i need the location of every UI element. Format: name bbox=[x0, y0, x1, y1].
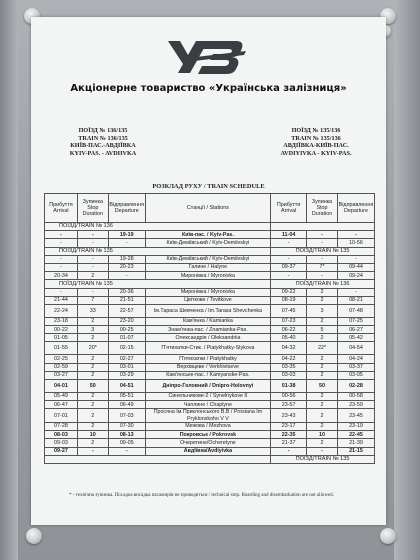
departure-cell: 08-21 bbox=[337, 296, 374, 304]
departure-cell: 09-05 bbox=[108, 439, 145, 447]
stop-cell: 2 bbox=[307, 317, 338, 325]
stop-cell: 2 bbox=[77, 317, 108, 325]
stop-cell: 2 bbox=[307, 355, 338, 363]
arrival-cell: 09-37 bbox=[271, 263, 307, 271]
departure-cell: - bbox=[337, 288, 374, 296]
table-row bbox=[45, 334, 375, 342]
arrival-cell: - bbox=[271, 255, 307, 263]
arrival-cell: 04-01 bbox=[45, 380, 78, 393]
departure-cell: 21-51 bbox=[108, 296, 145, 304]
stop-cell: - bbox=[77, 239, 108, 247]
departure-cell: - bbox=[337, 231, 374, 239]
stop-cell: 20* bbox=[77, 342, 108, 355]
arrival-cell: - bbox=[45, 231, 78, 239]
table-row bbox=[45, 255, 375, 263]
departure-cell: 23-20 bbox=[108, 317, 145, 325]
departure-cell: 05-42 bbox=[337, 334, 374, 342]
departure-cell: - bbox=[108, 239, 145, 247]
station-cell: Очеретине/Ocheretyne bbox=[145, 439, 270, 447]
departure-cell: 19-28 bbox=[108, 255, 145, 263]
departure-cell: 07-30 bbox=[108, 422, 145, 430]
departure-cell: 05-51 bbox=[108, 393, 145, 401]
departure-cell: 23-59 bbox=[337, 401, 374, 409]
stop-cell: - bbox=[77, 263, 108, 271]
departure-cell: 23-45 bbox=[337, 409, 374, 423]
stop-cell: 2 bbox=[307, 288, 338, 296]
stop-cell: - bbox=[307, 231, 338, 239]
table-row bbox=[45, 401, 375, 409]
arrival-cell: 23-57 bbox=[271, 401, 307, 409]
stop-cell: - bbox=[77, 255, 108, 263]
departure-cell: 00-58 bbox=[337, 393, 374, 401]
station-cell: Миронівка / Myronivka bbox=[145, 272, 270, 280]
station-cell: Київ-пас. / Kyiv-Pas. bbox=[145, 231, 270, 239]
departure-cell: 03-37 bbox=[337, 363, 374, 371]
stop-cell: 7* bbox=[307, 263, 338, 271]
col-arrival: Прибуття Arrival bbox=[271, 194, 307, 223]
arrival-cell: 22-24 bbox=[45, 304, 78, 317]
departure-cell: 04-51 bbox=[108, 380, 145, 393]
arrival-cell: - bbox=[271, 272, 307, 280]
arrival-cell: - bbox=[45, 288, 78, 296]
arrival-cell: 23-17 bbox=[271, 422, 307, 430]
station-cell: П'ятихатки / Piatykhatky bbox=[145, 355, 270, 363]
uz-logo bbox=[166, 39, 248, 77]
stop-cell: 2 bbox=[307, 422, 338, 430]
station-cell: Просяна Ім.Приклонського В.В / Prosiana Im Pryklonskoho V V bbox=[145, 409, 270, 423]
arrival-cell: 09-22 bbox=[271, 288, 307, 296]
departure-cell: 03-05 bbox=[337, 371, 374, 379]
table-row bbox=[45, 272, 375, 280]
departure-cell: 21-15 bbox=[337, 447, 374, 455]
stop-cell: 2 bbox=[307, 409, 338, 423]
station-cell: Кам'янське-пас. / Kamyanske-Pas. bbox=[145, 371, 270, 379]
section-row bbox=[45, 455, 375, 463]
magnet-bottom-right bbox=[380, 528, 396, 544]
arrival-cell: 22-35 bbox=[271, 431, 307, 439]
station-cell: Верхівцеве / Verkhivtseve bbox=[145, 363, 270, 371]
arrival-cell: 02-25 bbox=[45, 355, 78, 363]
table-row bbox=[45, 342, 375, 355]
stop-cell: 2 bbox=[77, 439, 108, 447]
station-cell: Цвіткове / Tsvitkove bbox=[145, 296, 270, 304]
route-left bbox=[43, 127, 163, 157]
col-stop: Зупинка Stop Duration bbox=[307, 194, 338, 223]
col-arrival: Прибуття Arrival bbox=[45, 194, 78, 223]
station-cell: Покровськ / Pokrovsk bbox=[145, 431, 270, 439]
departure-cell: 03-01 bbox=[108, 363, 145, 371]
arrival-cell: - bbox=[45, 239, 78, 247]
stop-cell: 2 bbox=[307, 363, 338, 371]
departure-cell: 03-29 bbox=[108, 371, 145, 379]
section-label-right: ПОЇЗД/TRAIN № 135 bbox=[271, 455, 375, 463]
stop-cell: 2 bbox=[307, 334, 338, 342]
arrival-cell: 07-45 bbox=[271, 304, 307, 317]
table-row bbox=[45, 409, 375, 423]
stop-cell: 7 bbox=[77, 296, 108, 304]
departure-cell: - bbox=[337, 255, 374, 263]
table-row bbox=[45, 363, 375, 371]
section-label-left: ПОЇЗД/TRAIN № 135 bbox=[45, 280, 271, 288]
table-row bbox=[45, 371, 375, 379]
section-label-right: ПОЇЗД/TRAIN № 135 bbox=[271, 247, 375, 255]
arrival-cell: 07-28 bbox=[45, 422, 78, 430]
col-departure: Відправлення Departure bbox=[108, 194, 145, 223]
departure-cell: 22-45 bbox=[337, 431, 374, 439]
arrival-cell: 09-27 bbox=[45, 447, 78, 455]
departure-cell: - bbox=[108, 447, 145, 455]
col-departure: Відправлення Departure bbox=[337, 194, 374, 223]
stop-cell: - bbox=[307, 272, 338, 280]
arrival-cell: 23-18 bbox=[45, 317, 78, 325]
schedule-sheet bbox=[31, 17, 386, 525]
stop-cell: 10 bbox=[77, 431, 108, 439]
departure-cell: 20-36 bbox=[108, 288, 145, 296]
stop-cell: 2 bbox=[77, 401, 108, 409]
departure-cell: 04-24 bbox=[337, 355, 374, 363]
arrival-cell: 03-35 bbox=[271, 363, 307, 371]
table-row bbox=[45, 317, 375, 325]
route-right bbox=[256, 127, 376, 157]
col-stop: Зупинка Stop Duration bbox=[77, 194, 108, 223]
departure-cell: 07-03 bbox=[108, 409, 145, 423]
stop-cell: 2 bbox=[77, 393, 108, 401]
station-cell: Олександрія / Oleksandriia bbox=[145, 334, 270, 342]
company-name: Акціонерне товариство «Українська залізниця» bbox=[70, 83, 347, 94]
route-left-line: TRAIN № 136/135 bbox=[78, 134, 128, 142]
stop-cell: 3 bbox=[77, 326, 108, 334]
arrival-cell: 02-59 bbox=[45, 363, 78, 371]
departure-cell: 07-25 bbox=[337, 317, 374, 325]
departure-cell: 04-54 bbox=[337, 342, 374, 355]
stop-cell: 2 bbox=[77, 409, 108, 423]
stop-cell: 2 bbox=[307, 439, 338, 447]
station-cell: Дніпро-Головний / Dnipro-Holovnyi bbox=[145, 380, 270, 393]
arrival-cell: - bbox=[271, 239, 307, 247]
table-row bbox=[45, 422, 375, 430]
table-row bbox=[45, 239, 375, 247]
table-row bbox=[45, 380, 375, 393]
station-cell: Чаплине / Chaplyne bbox=[145, 401, 270, 409]
stop-cell: 50 bbox=[307, 380, 338, 393]
departure-cell: 09-24 bbox=[337, 272, 374, 280]
arrival-cell: 03-03 bbox=[271, 371, 307, 379]
station-cell: Синельникове-2 / Synelnykove II bbox=[145, 393, 270, 401]
stop-cell: - bbox=[307, 447, 338, 455]
station-cell: Галине / Halyne bbox=[145, 263, 270, 271]
stop-cell: - bbox=[307, 255, 338, 263]
arrival-cell: 03-27 bbox=[45, 371, 78, 379]
stop-cell: 22* bbox=[307, 342, 338, 355]
station-cell: Знам'янка-пас. / Znamianka-Pas. bbox=[145, 326, 270, 334]
departure-cell: 21-39 bbox=[337, 439, 374, 447]
route-right-line: AVDIYIVKA - KYIV-PAS. bbox=[280, 149, 352, 157]
stop-cell: - bbox=[77, 447, 108, 455]
station-cell: Ім.Тараса Шевченка / Im.Tarasa Shevchenka bbox=[145, 304, 270, 317]
departure-cell: 01-07 bbox=[108, 334, 145, 342]
departure-cell: 22-57 bbox=[108, 304, 145, 317]
arrival-cell: - bbox=[45, 263, 78, 271]
arrival-cell: 05-40 bbox=[271, 334, 307, 342]
section-label-left: ПОЇЗД/TRAIN № 136 bbox=[45, 223, 271, 231]
departure-cell: 02-27 bbox=[108, 355, 145, 363]
stop-cell: 50 bbox=[77, 380, 108, 393]
arrival-cell: 08-19 bbox=[271, 296, 307, 304]
departure-cell: 06-49 bbox=[108, 401, 145, 409]
arrival-cell: 05-49 bbox=[45, 393, 78, 401]
schedule-title: РОЗКЛАД РУХУ / TRAIN SCHEDULE bbox=[152, 183, 265, 190]
arrival-cell: 21-44 bbox=[45, 296, 78, 304]
section-label-left bbox=[45, 455, 271, 463]
departure-cell: 02-28 bbox=[337, 380, 374, 393]
route-right-line: ПОЇЗД № 135/136 bbox=[291, 127, 341, 134]
departure-cell: - bbox=[108, 272, 145, 280]
departure-cell: 07-48 bbox=[337, 304, 374, 317]
stop-cell: 2 bbox=[307, 401, 338, 409]
arrival-cell: 09-03 bbox=[45, 439, 78, 447]
stop-cell: 5 bbox=[307, 326, 338, 334]
arrival-cell: 04-22 bbox=[271, 355, 307, 363]
schedule-body bbox=[45, 223, 375, 464]
stop-cell: - bbox=[77, 288, 108, 296]
table-row bbox=[45, 447, 375, 455]
stop-cell: 2 bbox=[307, 296, 338, 304]
table-row bbox=[45, 296, 375, 304]
table-row bbox=[45, 288, 375, 296]
section-row bbox=[45, 280, 375, 288]
route-left-line: KYIV-PAS. - AVDIIVKA bbox=[69, 149, 137, 157]
stop-cell: 2 bbox=[77, 422, 108, 430]
departure-cell: 23-19 bbox=[337, 422, 374, 430]
departure-cell: 06-27 bbox=[337, 326, 374, 334]
table-header-row bbox=[45, 194, 375, 223]
departure-cell: 10-56 bbox=[337, 239, 374, 247]
table-row bbox=[45, 326, 375, 334]
departure-cell: 00-25 bbox=[108, 326, 145, 334]
table-row bbox=[45, 263, 375, 271]
departure-cell: 08-13 bbox=[108, 431, 145, 439]
arrival-cell: 08-03 bbox=[45, 431, 78, 439]
arrival-cell: 01-05 bbox=[45, 334, 78, 342]
stop-cell: 2 bbox=[77, 334, 108, 342]
board-edge-right bbox=[394, 0, 420, 560]
stop-cell: 10 bbox=[307, 431, 338, 439]
arrival-cell: 11-04 bbox=[271, 231, 307, 239]
arrival-cell: 23-43 bbox=[271, 409, 307, 423]
table-row bbox=[45, 231, 375, 239]
station-cell: Київ-Деміївський / Kyiv-Demiivskyi bbox=[145, 239, 270, 247]
departure-cell: 20-23 bbox=[108, 263, 145, 271]
table-row bbox=[45, 393, 375, 401]
table-row bbox=[45, 304, 375, 317]
section-row bbox=[45, 247, 375, 255]
arrival-cell: 06-47 bbox=[45, 401, 78, 409]
stop-cell: 2 bbox=[77, 371, 108, 379]
stop-cell: 2 bbox=[77, 272, 108, 280]
station-cell: Кам'янка / Kamianka bbox=[145, 317, 270, 325]
departure-cell: 19-19 bbox=[108, 231, 145, 239]
station-cell: Авдіївка/Avdiyivka bbox=[145, 447, 270, 455]
departure-cell: 02-15 bbox=[108, 342, 145, 355]
arrival-cell: 21-37 bbox=[271, 439, 307, 447]
station-cell: П'ятихатки-Стик. / Piatykhatky-Stykova bbox=[145, 342, 270, 355]
board-edge-left bbox=[0, 0, 18, 560]
section-label-right: ПОЇЗД/TRAIN № 136 bbox=[271, 280, 375, 288]
route-left-line: КИЇВ-ПАС.-АВДІЇВКА bbox=[70, 142, 136, 150]
stop-cell: - bbox=[307, 239, 338, 247]
arrival-cell: 00-22 bbox=[45, 326, 78, 334]
col-station: Станції / Stations bbox=[145, 194, 270, 223]
table-row bbox=[45, 355, 375, 363]
arrival-cell: 20-34 bbox=[45, 272, 78, 280]
route-right-line: АВДІЇВКА-КИЇВ-ПАС. bbox=[283, 142, 349, 150]
departure-cell: 09-44 bbox=[337, 263, 374, 271]
stop-cell: 2 bbox=[307, 393, 338, 401]
arrival-cell: 01-55 bbox=[45, 342, 78, 355]
table-row bbox=[45, 439, 375, 447]
stop-cell: 2 bbox=[77, 363, 108, 371]
schedule-table bbox=[44, 193, 375, 464]
arrival-cell: 01-38 bbox=[271, 380, 307, 393]
station-cell: Межова / Mezhova bbox=[145, 422, 270, 430]
stop-cell: 2 bbox=[77, 355, 108, 363]
arrival-cell: 07-01 bbox=[45, 409, 78, 423]
route-left-line: ПОЇЗД № 136/135 bbox=[78, 127, 128, 134]
station-cell: Київ-Деміївський / Kyiv-Demiivskyi bbox=[145, 255, 270, 263]
stop-cell: 3 bbox=[307, 304, 338, 317]
stop-cell: 33 bbox=[77, 304, 108, 317]
section-row bbox=[45, 223, 375, 231]
table-row bbox=[45, 431, 375, 439]
station-cell: Миронівка / Myronivka bbox=[145, 288, 270, 296]
arrival-cell: 06-22 bbox=[271, 326, 307, 334]
stop-cell: 2 bbox=[307, 371, 338, 379]
arrival-cell: - bbox=[271, 447, 307, 455]
section-label-right bbox=[271, 223, 375, 231]
route-right-line: TRAIN № 135/136 bbox=[291, 134, 341, 142]
arrival-cell: 04-32 bbox=[271, 342, 307, 355]
arrival-cell: 00-56 bbox=[271, 393, 307, 401]
arrival-cell: - bbox=[45, 255, 78, 263]
magnet-bottom-left bbox=[26, 528, 42, 544]
arrival-cell: 07-23 bbox=[271, 317, 307, 325]
section-label-left: ПОЇЗД/TRAIN № 135 bbox=[45, 247, 271, 255]
stop-cell: - bbox=[77, 231, 108, 239]
footnote: * - технічна зупинка. Посадка висадка пасажирів не проводиться / technical stop. Boarding and disembarkation are not allowed. bbox=[69, 493, 334, 498]
